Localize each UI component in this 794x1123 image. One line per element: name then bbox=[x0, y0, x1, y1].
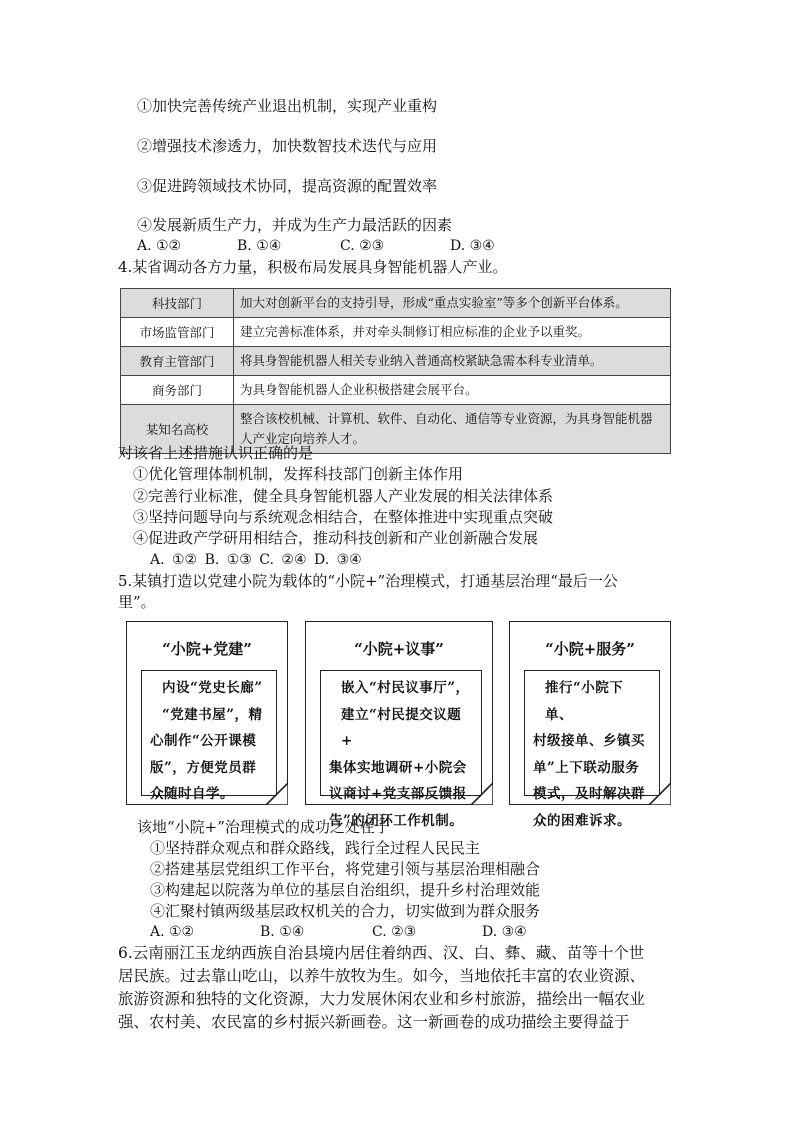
dept-cell: 某知名高校 bbox=[121, 405, 234, 454]
card-title: “小院+议事” bbox=[354, 640, 444, 658]
card-line: 村级接单、乡镇买 bbox=[533, 733, 645, 749]
q5-option-d: D. ③④ bbox=[482, 924, 527, 940]
q3-item-3: ③促进跨领域技术协同，提高资源的配置效率 bbox=[137, 177, 438, 195]
card-line: 单”上下联动服务 bbox=[533, 759, 640, 776]
table-row bbox=[121, 376, 671, 405]
desc-cell: 将具身智能机器人相关专业纳入普通高校紧缺急需本科专业清单。 bbox=[234, 347, 671, 376]
q5-options bbox=[150, 922, 527, 942]
q3-item-1: ①加快完善传统产业退出机制，实现产业重构 bbox=[137, 97, 438, 115]
q3-option-c: C. ②③ bbox=[340, 238, 385, 254]
card-line: 告”的闭环工作机制。 bbox=[329, 812, 464, 829]
desc-cell: 加大对创新平台的支持引导，形成“重点实验室”等多个创新平台体系。 bbox=[234, 289, 671, 318]
folded-corner-icon bbox=[649, 783, 671, 805]
dept-cell: 科技部门 bbox=[121, 289, 234, 318]
dept-cell: 商务部门 bbox=[121, 376, 234, 405]
card-line: 模式，及时解决群 bbox=[533, 786, 645, 802]
q6-line-2: 居民族。过去靠山吃山，以养牛放牧为生。如今，当地依托丰富的农业资源、 bbox=[118, 967, 646, 985]
q5-option-c: C. ②③ bbox=[372, 924, 417, 940]
q5-option-a: A. ①② bbox=[150, 924, 195, 940]
folded-corner-icon bbox=[266, 783, 288, 805]
q5-item-1: ①坚持群众观点和群众路线，践行全过程人民民主 bbox=[150, 839, 481, 857]
desc-cell: 建立完善标准体系，并对牵头制修订相应标准的企业予以重奖。 bbox=[234, 318, 671, 347]
q4-item-3: ③坚持问题导向与系统观念相结合，在整体推进中实现重点突破 bbox=[133, 508, 554, 526]
q3-item-2: ②增强技术渗透力，加快数智技术迭代与应用 bbox=[137, 137, 438, 155]
q6-line-4: 强、农村美、农民富的乡村振兴新画卷。这一新画卷的成功描绘主要得益于 bbox=[118, 1013, 630, 1031]
card-body bbox=[524, 670, 660, 829]
card-deliberation bbox=[305, 621, 493, 829]
folded-corner-icon bbox=[471, 783, 493, 805]
card-line: 建立“村民提交议题+ bbox=[341, 706, 462, 749]
card-line: 众随时自学。 bbox=[150, 786, 234, 802]
card-line: 内设“党史长廊” bbox=[162, 680, 263, 696]
card-body bbox=[320, 670, 482, 829]
q3-options bbox=[137, 236, 495, 256]
q5-item-2: ②搭建基层党组织工作平台，将党建引领与基层治理相融合 bbox=[150, 860, 541, 878]
q4-item-1: ①优化管理体制机制，发挥科技部门创新主体作用 bbox=[133, 465, 464, 483]
table-row bbox=[121, 347, 671, 376]
q4-item-4: ④促进政产学研用相结合，推动科技创新和产业创新融合发展 bbox=[133, 529, 539, 547]
card-title: “小院+服务” bbox=[545, 640, 635, 658]
q4-stem: 4.某省调动各方力量，积极布局发展具身智能机器人产业。 bbox=[118, 258, 508, 276]
card-body bbox=[141, 670, 277, 802]
table-row bbox=[121, 318, 671, 347]
q3-option-b: B. ①④ bbox=[237, 238, 282, 254]
card-line: 版”，方便党员群 bbox=[150, 759, 257, 776]
q6-line-1: 6.云南丽江玉龙纳西族自治县境内居住着纳西、汉、白、彝、藏、苗等十个世 bbox=[118, 944, 645, 962]
q4-options: A. ①② B. ①③ C. ②④ D. ③④ bbox=[150, 552, 362, 568]
card-line: 议商讨+党支部反馈报 bbox=[329, 786, 467, 802]
q3-item-4: ④发展新质生产力，并成为生产力最活跃的因素 bbox=[137, 216, 453, 234]
q3-option-a: A. ①② bbox=[137, 238, 182, 254]
q5-item-3: ③构建起以院落为单位的基层自治组织，提升乡村治理效能 bbox=[150, 881, 541, 899]
q4-item-2: ②完善行业标准，健全具身智能机器人产业发展的相关法律体系 bbox=[133, 487, 554, 505]
table-row bbox=[121, 289, 671, 318]
q6-line-3: 旅游资源和独特的文化资源，大力发展休闲农业和乡村旅游，描绘出一幅农业 bbox=[118, 990, 646, 1008]
q5-item-4: ④汇聚村镇两级基层政权机关的合力，切实做到为群众服务 bbox=[150, 902, 541, 920]
card-line: “党建书屋”，精 bbox=[162, 706, 263, 723]
desc-cell: 为具身智能机器人企业积极搭建会展平台。 bbox=[234, 376, 671, 405]
q5-option-b: B. ①④ bbox=[260, 924, 305, 940]
card-line: 集体实地调研+小院会 bbox=[329, 759, 467, 776]
dept-cell: 市场监管部门 bbox=[121, 318, 234, 347]
dept-cell: 教育主管部门 bbox=[121, 347, 234, 376]
card-line: 心制作“公开课模 bbox=[150, 733, 257, 749]
desc-cell: 整合该校机械、计算机、软件、自动化、通信等专业资源，为具身智能机器人产业定向培养人才。 bbox=[234, 405, 671, 454]
q5-question: 该地“小院+”治理模式的成功之处在于 bbox=[137, 818, 390, 836]
card-title: “小院+党建” bbox=[162, 640, 252, 658]
card-service bbox=[509, 621, 671, 829]
q5-stem-line2: 里”。 bbox=[118, 593, 156, 611]
q3-option-d: D. ③④ bbox=[450, 238, 495, 254]
q4-question: 对该省上述措施认识正确的是 bbox=[118, 444, 314, 462]
q5-stem-line1: 5.某镇打造以党建小院为载体的“小院+”治理模式，打通基层治理“最后一公 bbox=[118, 572, 618, 590]
card-line: 众的困难诉求。 bbox=[533, 812, 631, 829]
q4-measures-table bbox=[120, 288, 671, 454]
card-line: 推行“小院下单、 bbox=[545, 680, 624, 723]
card-party-building bbox=[126, 621, 288, 805]
card-line: 嵌入“村民议事厅”， bbox=[341, 680, 470, 696]
